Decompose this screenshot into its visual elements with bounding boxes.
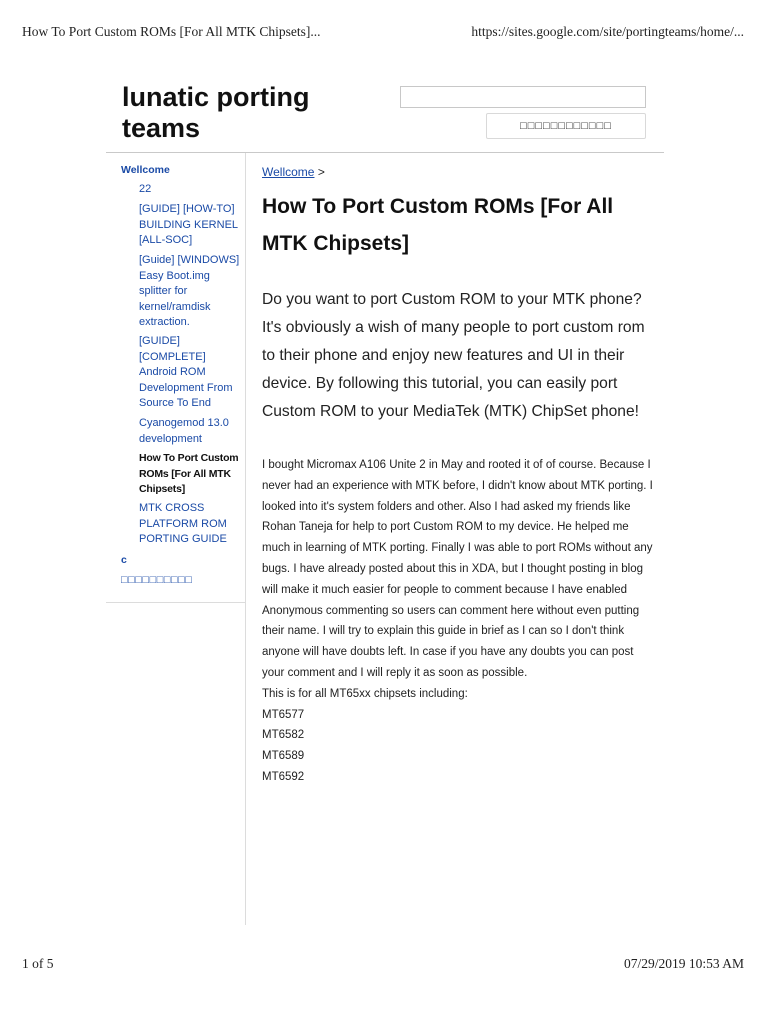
sidebar-item-wellcome[interactable]: Wellcome	[121, 164, 170, 176]
sidebar-item-building-kernel[interactable]: [GUIDE] [HOW-TO] BUILDING KERNEL [ALL-SOC]	[139, 203, 238, 246]
print-footer-page: 1 of 5	[22, 956, 54, 971]
chipset-item: MT6582	[262, 729, 305, 742]
header-divider	[106, 152, 664, 153]
site-title[interactable]: lunatic porting teams	[122, 82, 310, 143]
sidebar-item-mtk-cross-platform[interactable]: MTK CROSS PLATFORM ROM PORTING GUIDE	[139, 502, 227, 545]
print-header-title: How To Port Custom ROMs [For All MTK Chipsets]...	[22, 24, 321, 39]
intro-paragraph: Do you want to port Custom ROM to your MTK phone? It's obviously a wish of many people to port custom rom to their phone and enjoy new features and UI in their device. By following this tutorial, you can easily port Custom ROM to your MediaTek (MTK) ChipSet phone!	[262, 291, 645, 420]
sidebar-item-c[interactable]: c	[121, 554, 127, 566]
chipsets-intro: This is for all MT65xx chipsets including:	[262, 687, 468, 700]
sidebar-item-android-rom-development[interactable]: [GUIDE] [COMPLETE] Android ROM Development From Source To End	[139, 335, 233, 409]
sidebar-item-cyanogenmod[interactable]: Cyanogemod 13.0 development	[139, 417, 229, 445]
sidebar-footer-divider	[106, 602, 245, 603]
breadcrumb-wellcome-link[interactable]: Wellcome	[262, 165, 315, 179]
search-button[interactable]: □□□□□□□□□□□□	[486, 113, 646, 139]
sidebar-item-boxes[interactable]: □□□□□□□□□□	[121, 574, 193, 586]
sidebar-item-22[interactable]: 22	[139, 183, 152, 195]
print-footer-datetime: 07/29/2019 10:53 AM	[623, 956, 744, 971]
body-paragraph: I bought Micromax A106 Unite 2 in May and rooted it of of course. Because I never had an experience with MTK before, I didn't know about MTK porting. I looked into it's system folders and other. Also I had asked my friends like Rohan Taneja for help to port Custom ROM to my device. He helped me much in learning of MTK porting. Finally I was able to port ROMs without any bugs. I have already posted about this in XDA, but I thought posting in blog will make it much easier for people to comment because I have enabled Anonymous commenting so users can comment here without even putting their name. I will try to explain this guide in brief as I can so I don't think anyone will have doubts left. In case if you have any doubts you can post your comment and I will reply it as soon as possible.	[262, 459, 653, 679]
sidebar-divider	[245, 153, 246, 925]
sidebar-item-boot-img-splitter[interactable]: [Guide] [WINDOWS] Easy Boot.img splitter for kernel/ramdisk extraction.	[139, 254, 240, 328]
chipset-item: MT6589	[262, 750, 305, 763]
search-input[interactable]	[400, 86, 646, 108]
breadcrumb-separator: >	[317, 165, 325, 179]
sidebar-item-current-page: How To Port Custom ROMs [For All MTK Chipsets]	[139, 452, 239, 495]
print-header-url: https://sites.google.com/site/portingteams/home/...	[471, 24, 744, 39]
breadcrumb	[262, 165, 325, 179]
article-body	[262, 455, 656, 788]
page-title: How To Port Custom ROMs [For All MTK Chipsets]	[262, 195, 614, 255]
chipset-item: MT6592	[262, 770, 305, 783]
chipset-item: MT6577	[262, 708, 305, 721]
